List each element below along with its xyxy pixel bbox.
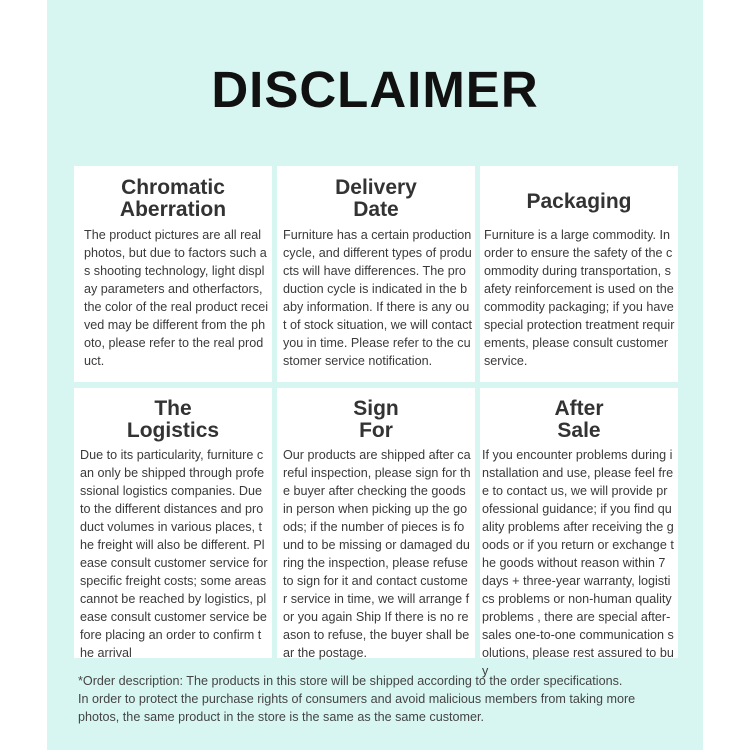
card-packaging — [480, 166, 678, 382]
card-chromatic-aberration — [74, 166, 272, 382]
card-title: Delivery Date — [335, 176, 417, 221]
card-title: Chromatic Aberration — [119, 176, 227, 221]
card-the-logistics — [74, 388, 272, 658]
footnote-line: *Order description: The products in this store will be shipped according to the order specifications. — [78, 674, 623, 688]
card-body: The product pictures are all real photos, but due to factors such as shooting technology, light display parameters and otherfactors, the color of the real product received may be different from the photo, please refer to the real product. — [84, 228, 269, 368]
card-sign-for — [277, 388, 475, 658]
card-body: If you encounter problems during installation and use, please feel free to contact us, we will provide professional guidance; if you find quality problems after receiving the goods or if you return or exchange the goods without reason within 7 days + three-year warranty, logistics problems or non-human quality problems , there are special after-sales one-to-one communication solutions, please rest assured to buy — [482, 448, 674, 678]
card-title: Sign For — [353, 397, 399, 442]
card-body: Furniture has a certain production cycle, and different types of products will have differences. The production cycle is indicated in the baby information. If there is any out of stock situation, we will contact you in time. Please refer to the customer service notification. — [283, 228, 472, 368]
footnote-line: photos, the same product in the store is the same as the same customer. — [78, 710, 485, 724]
footnote-line: In order to protect the purchase rights of consumers and avoid malicious members from taking more — [78, 692, 636, 706]
card-delivery-date — [277, 166, 475, 382]
card-title: Packaging — [526, 190, 632, 213]
card-after-sale — [480, 388, 678, 678]
card-body: Our products are shipped after careful inspection, please sign for the buyer after checking the goods in person when picking up the goods; if the number of pieces is found to be missing or damaged during the inspection, please refuse to sign for it and contact customer service in time, we will arrange for you again Ship If there is no reason to refuse, the buyer shall bear the postage. — [283, 448, 471, 660]
page-title: DISCLAIMER — [211, 61, 539, 118]
order-description-footnote — [78, 672, 678, 726]
card-title: After Sale — [554, 397, 604, 442]
card-body: Due to its particularity, furniture can only be shipped through professional logistics companies. Due to the different distances and product volumes in various places, the freight will also be different. Please consult customer service for specific freight costs; some areas cannot be reached by logistics, please consult customer service before placing an order to confirm the arrival — [80, 448, 268, 660]
card-title: The Logistics — [126, 397, 220, 442]
card-body: Furniture is a large commodity. In order to ensure the safety of the commodity during transportation, safety reinforcement is used on the commodity packaging; if you have special protection treatment requirements, please consult customer service. — [484, 228, 675, 368]
